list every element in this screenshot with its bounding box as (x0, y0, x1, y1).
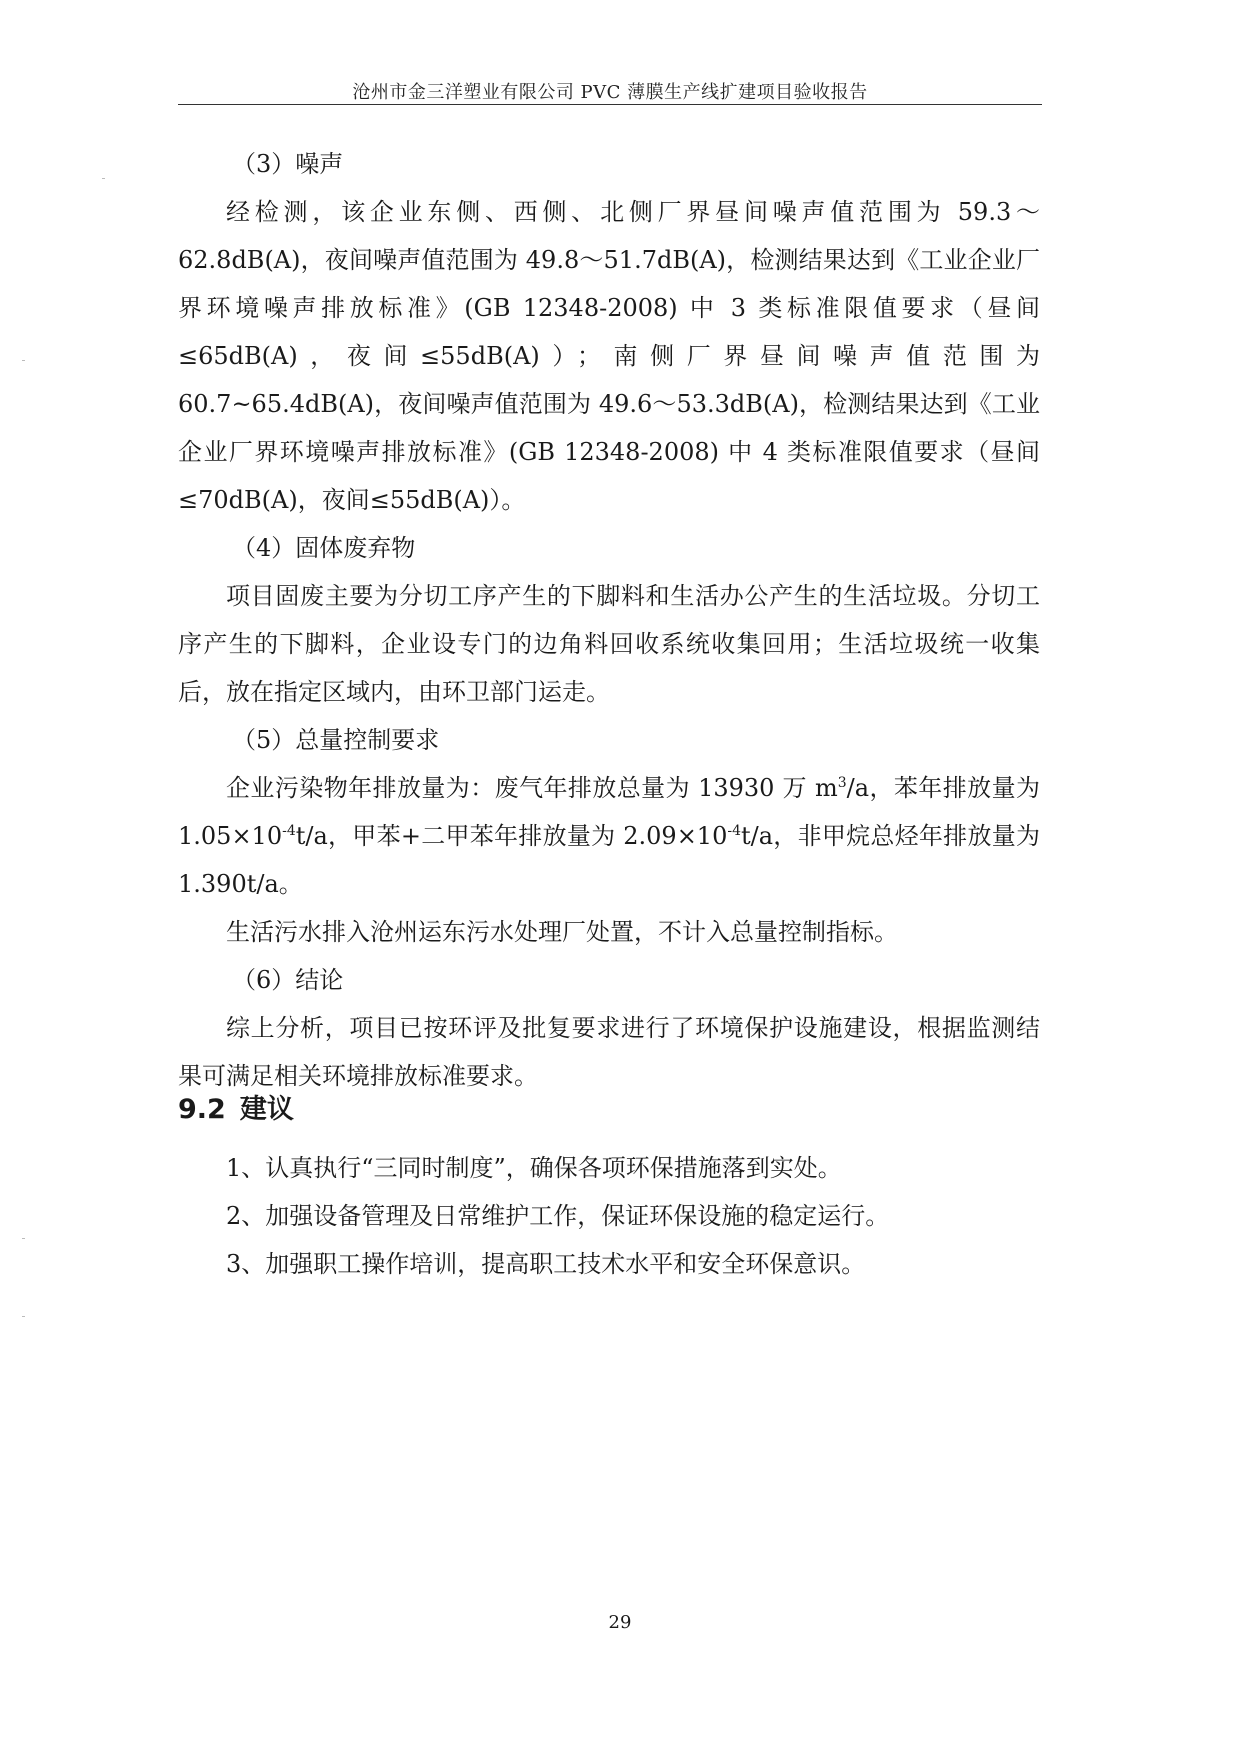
superscript-neg4-a: -4 (282, 823, 296, 839)
suggestion-item-2: 2、加强设备管理及日常维护工作，保证环保设施的稳定运行。 (226, 1202, 890, 1230)
section-number: 9.2 (178, 1094, 226, 1125)
sewage-paragraph: 生活污水排入沧州运东污水处理厂处置，不计入总量控制指标。 (226, 918, 898, 946)
emission-text-d: t/a，非甲烷总烃年排放量为 1.390t/a。 (178, 822, 1040, 898)
emission-text-b: /a，苯年排放量为 1.05×10 (178, 774, 1040, 850)
page-number: 29 (608, 1612, 632, 1633)
superscript-3: 3 (837, 775, 847, 791)
noise-paragraph: 经检测，该企业东侧、西侧、北侧厂界昼间噪声值范围为 59.3～62.8dB(A)，夜间噪声值范围为 49.8～51.7dB(A)，检测结果达到《工业企业厂界环境噪声排放标准》(GB 12348-2008) 中 3 类标准限值要求（昼间≤65dB(A)，夜间≤55dB(A)）；南侧厂界昼间噪声值范围为 60.7~65.4dB(A)，夜间噪声值范围为 49.6～53.3dB(A)，检测结果达到《工业企业厂界环境噪声排放标准》(GB 12348-2008) 中 4 类标准限值要求（昼间≤70dB(A)，夜间≤55dB(A)）。 (178, 198, 1040, 514)
total-control-heading: （5）总量控制要求 (232, 726, 440, 754)
section-title: 建议 (239, 1094, 294, 1125)
solid-waste-heading: （4）固体废弃物 (232, 534, 416, 562)
suggestion-list (178, 1144, 1040, 1288)
suggestion-item-3: 3、加强职工操作培训，提高职工技术水平和安全环保意识。 (226, 1250, 866, 1278)
solid-waste-paragraph: 项目固废主要为分切工序产生的下脚料和生活办公产生的生活垃圾。分切工序产生的下脚料，企业设专门的边角料回收系统收集回用；生活垃圾统一收集后，放在指定区域内，由环卫部门运走。 (178, 582, 1040, 706)
noise-heading: （3）噪声 (232, 150, 344, 178)
conclusion-paragraph: 综上分析，项目已按环评及批复要求进行了环境保护设施建设，根据监测结果可满足相关环境排放标准要求。 (178, 1014, 1040, 1090)
superscript-neg4-b: -4 (727, 823, 741, 839)
emission-text-c: t/a，甲苯+二甲苯年排放量为 2.09×10 (295, 822, 728, 850)
conclusion-heading: （6）结论 (232, 966, 344, 994)
header-divider (178, 104, 1042, 105)
page-header-title: 沧州市金三洋塑业有限公司 PVC 薄膜生产线扩建项目验收报告 (352, 82, 868, 103)
scan-speck (102, 178, 105, 179)
scan-speck (22, 1238, 25, 1239)
section-9-2-heading (178, 1090, 294, 1130)
emission-text-a: 企业污染物年排放量为：废气年排放总量为 13930 万 m (226, 774, 838, 802)
report-body (178, 140, 1040, 1100)
scan-speck (22, 1316, 25, 1317)
total-control-paragraph (178, 764, 1040, 908)
scan-speck (22, 360, 25, 361)
suggestion-item-1: 1、认真执行“三同时制度”，确保各项环保措施落到实处。 (226, 1154, 842, 1182)
